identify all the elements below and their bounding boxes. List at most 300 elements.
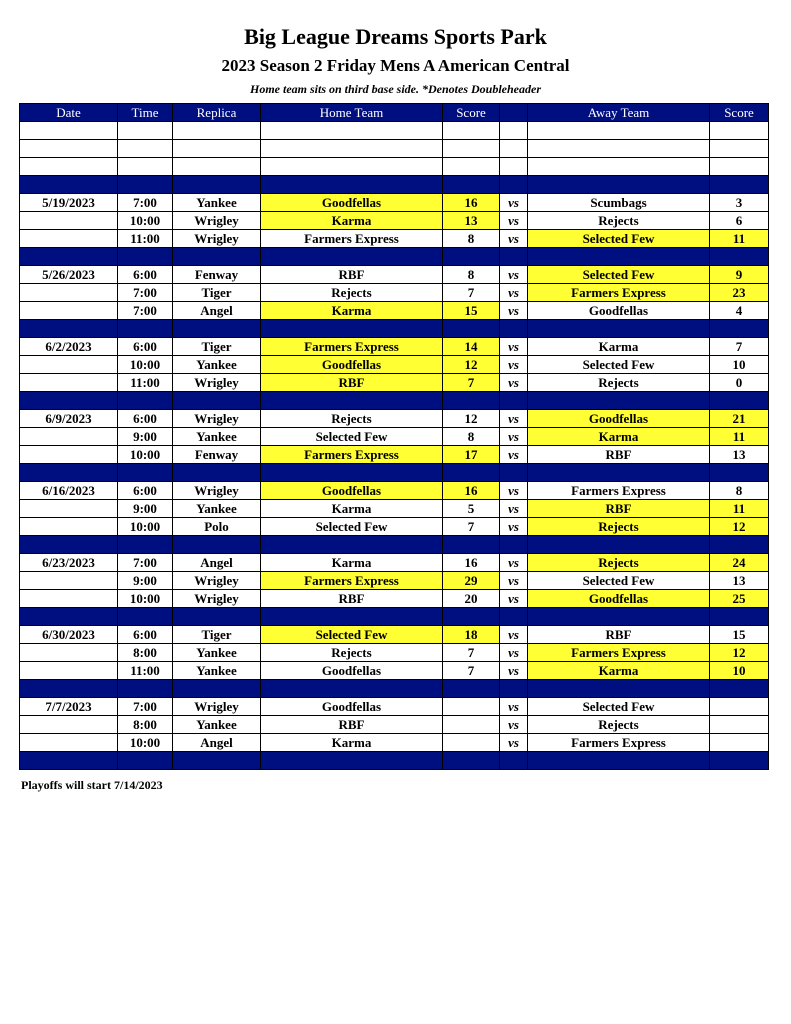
separator-cell bbox=[500, 752, 528, 770]
away-team: Farmers Express bbox=[528, 284, 710, 302]
game-row bbox=[20, 572, 769, 590]
vs-label: vs bbox=[500, 302, 528, 320]
away-team: Selected Few bbox=[528, 356, 710, 374]
game-row bbox=[20, 356, 769, 374]
game-time: 6:00 bbox=[118, 338, 173, 356]
game-date bbox=[20, 374, 118, 392]
away-score: 24 bbox=[710, 554, 769, 572]
home-score bbox=[443, 698, 500, 716]
home-score: 7 bbox=[443, 284, 500, 302]
away-score: 10 bbox=[710, 662, 769, 680]
game-replica-field: Wrigley bbox=[173, 698, 261, 716]
vs-label: vs bbox=[500, 644, 528, 662]
separator-cell bbox=[710, 464, 769, 482]
away-score: 0 bbox=[710, 374, 769, 392]
game-date bbox=[20, 140, 118, 158]
home-team: Karma bbox=[261, 212, 443, 230]
away-score: 23 bbox=[710, 284, 769, 302]
separator-cell bbox=[528, 392, 710, 410]
column-header-vs bbox=[500, 104, 528, 122]
game-time bbox=[118, 158, 173, 176]
vs-label: vs bbox=[500, 356, 528, 374]
separator-cell bbox=[173, 320, 261, 338]
game-time: 7:00 bbox=[118, 698, 173, 716]
separator-cell bbox=[528, 752, 710, 770]
separator-cell bbox=[261, 752, 443, 770]
home-score: 8 bbox=[443, 428, 500, 446]
away-score: 15 bbox=[710, 626, 769, 644]
separator-cell bbox=[443, 752, 500, 770]
game-replica-field: Yankee bbox=[173, 644, 261, 662]
separator-cell bbox=[528, 536, 710, 554]
game-date bbox=[20, 446, 118, 464]
game-date: 6/9/2023 bbox=[20, 410, 118, 428]
separator-cell bbox=[528, 608, 710, 626]
game-row bbox=[20, 302, 769, 320]
separator-cell bbox=[443, 608, 500, 626]
home-team: Karma bbox=[261, 500, 443, 518]
home-score: 20 bbox=[443, 590, 500, 608]
vs-label: vs bbox=[500, 338, 528, 356]
game-time bbox=[118, 122, 173, 140]
separator-cell bbox=[261, 536, 443, 554]
week-separator-row bbox=[20, 392, 769, 410]
home-score: 13 bbox=[443, 212, 500, 230]
separator-cell bbox=[710, 248, 769, 266]
away-score: 11 bbox=[710, 230, 769, 248]
game-replica-field: Wrigley bbox=[173, 482, 261, 500]
away-score bbox=[710, 122, 769, 140]
separator-cell bbox=[528, 464, 710, 482]
home-score: 7 bbox=[443, 644, 500, 662]
away-score: 4 bbox=[710, 302, 769, 320]
game-time: 10:00 bbox=[118, 518, 173, 536]
game-date bbox=[20, 716, 118, 734]
away-score: 12 bbox=[710, 644, 769, 662]
away-team: Goodfellas bbox=[528, 302, 710, 320]
home-score: 14 bbox=[443, 338, 500, 356]
separator-cell bbox=[710, 176, 769, 194]
game-replica-field: Tiger bbox=[173, 626, 261, 644]
game-row bbox=[20, 122, 769, 140]
away-team: Karma bbox=[528, 338, 710, 356]
separator-cell bbox=[118, 608, 173, 626]
vs-label bbox=[500, 158, 528, 176]
away-score: 6 bbox=[710, 212, 769, 230]
home-team bbox=[261, 158, 443, 176]
game-date bbox=[20, 662, 118, 680]
separator-cell bbox=[443, 392, 500, 410]
vs-label bbox=[500, 140, 528, 158]
home-score bbox=[443, 734, 500, 752]
separator-cell bbox=[500, 680, 528, 698]
game-replica-field: Wrigley bbox=[173, 410, 261, 428]
game-date bbox=[20, 518, 118, 536]
game-time: 7:00 bbox=[118, 302, 173, 320]
separator-cell bbox=[118, 536, 173, 554]
home-team: Goodfellas bbox=[261, 482, 443, 500]
game-row bbox=[20, 518, 769, 536]
away-score: 8 bbox=[710, 482, 769, 500]
game-date bbox=[20, 428, 118, 446]
separator-cell bbox=[20, 752, 118, 770]
game-replica-field: Wrigley bbox=[173, 572, 261, 590]
game-date bbox=[20, 734, 118, 752]
home-score bbox=[443, 140, 500, 158]
vs-label: vs bbox=[500, 626, 528, 644]
separator-cell bbox=[173, 464, 261, 482]
game-time: 10:00 bbox=[118, 446, 173, 464]
game-row bbox=[20, 662, 769, 680]
home-score: 15 bbox=[443, 302, 500, 320]
away-team: Selected Few bbox=[528, 230, 710, 248]
home-score: 16 bbox=[443, 482, 500, 500]
home-score: 7 bbox=[443, 374, 500, 392]
away-team: Goodfellas bbox=[528, 590, 710, 608]
week-separator-row bbox=[20, 176, 769, 194]
away-team: Karma bbox=[528, 428, 710, 446]
game-date bbox=[20, 590, 118, 608]
week-separator-row bbox=[20, 752, 769, 770]
game-time: 7:00 bbox=[118, 194, 173, 212]
game-row bbox=[20, 554, 769, 572]
week-separator-row bbox=[20, 608, 769, 626]
game-row bbox=[20, 590, 769, 608]
vs-label: vs bbox=[500, 428, 528, 446]
game-replica-field: Tiger bbox=[173, 338, 261, 356]
home-team: Rejects bbox=[261, 644, 443, 662]
home-team: Farmers Express bbox=[261, 230, 443, 248]
game-row bbox=[20, 482, 769, 500]
game-replica-field: Tiger bbox=[173, 284, 261, 302]
game-row bbox=[20, 284, 769, 302]
vs-label: vs bbox=[500, 734, 528, 752]
separator-cell bbox=[500, 464, 528, 482]
separator-cell bbox=[500, 392, 528, 410]
game-replica-field: Wrigley bbox=[173, 230, 261, 248]
home-score bbox=[443, 716, 500, 734]
game-row bbox=[20, 374, 769, 392]
vs-label: vs bbox=[500, 230, 528, 248]
away-team bbox=[528, 122, 710, 140]
vs-label: vs bbox=[500, 698, 528, 716]
game-row bbox=[20, 626, 769, 644]
away-team: Scumbags bbox=[528, 194, 710, 212]
game-date: 5/26/2023 bbox=[20, 266, 118, 284]
game-time: 6:00 bbox=[118, 626, 173, 644]
vs-label: vs bbox=[500, 572, 528, 590]
game-date bbox=[20, 302, 118, 320]
home-score: 16 bbox=[443, 194, 500, 212]
game-row bbox=[20, 338, 769, 356]
separator-cell bbox=[173, 536, 261, 554]
vs-label: vs bbox=[500, 284, 528, 302]
game-time: 10:00 bbox=[118, 356, 173, 374]
column-header-replica: Replica bbox=[173, 104, 261, 122]
game-time: 10:00 bbox=[118, 212, 173, 230]
separator-cell bbox=[20, 392, 118, 410]
separator-cell bbox=[118, 176, 173, 194]
away-score bbox=[710, 158, 769, 176]
separator-cell bbox=[20, 248, 118, 266]
game-time: 11:00 bbox=[118, 230, 173, 248]
vs-label: vs bbox=[500, 482, 528, 500]
separator-cell bbox=[118, 680, 173, 698]
home-score: 29 bbox=[443, 572, 500, 590]
separator-cell bbox=[261, 248, 443, 266]
separator-cell bbox=[118, 464, 173, 482]
home-team: Selected Few bbox=[261, 428, 443, 446]
game-replica-field: Polo bbox=[173, 518, 261, 536]
separator-cell bbox=[710, 680, 769, 698]
separator-cell bbox=[20, 176, 118, 194]
separator-cell bbox=[20, 320, 118, 338]
home-score: 12 bbox=[443, 410, 500, 428]
separator-cell bbox=[443, 248, 500, 266]
separator-cell bbox=[500, 176, 528, 194]
away-score: 25 bbox=[710, 590, 769, 608]
home-score: 8 bbox=[443, 266, 500, 284]
playoffs-note: Playoffs will start 7/14/2023 bbox=[21, 778, 163, 792]
home-score bbox=[443, 158, 500, 176]
table-header-row bbox=[20, 104, 769, 122]
separator-cell bbox=[710, 752, 769, 770]
separator-cell bbox=[710, 320, 769, 338]
separator-cell bbox=[261, 680, 443, 698]
away-team: Farmers Express bbox=[528, 644, 710, 662]
vs-label: vs bbox=[500, 716, 528, 734]
game-date bbox=[20, 158, 118, 176]
game-row bbox=[20, 230, 769, 248]
game-row bbox=[20, 140, 769, 158]
game-row bbox=[20, 698, 769, 716]
home-team: Karma bbox=[261, 554, 443, 572]
separator-cell bbox=[710, 392, 769, 410]
home-score: 12 bbox=[443, 356, 500, 374]
game-row bbox=[20, 716, 769, 734]
separator-cell bbox=[443, 320, 500, 338]
game-time: 6:00 bbox=[118, 266, 173, 284]
separator-cell bbox=[261, 176, 443, 194]
game-time: 11:00 bbox=[118, 374, 173, 392]
vs-label: vs bbox=[500, 374, 528, 392]
home-team: Goodfellas bbox=[261, 194, 443, 212]
away-team: Rejects bbox=[528, 716, 710, 734]
game-replica-field: Yankee bbox=[173, 662, 261, 680]
away-team: Selected Few bbox=[528, 266, 710, 284]
home-score: 7 bbox=[443, 662, 500, 680]
home-team: Karma bbox=[261, 734, 443, 752]
week-separator-row bbox=[20, 248, 769, 266]
away-team: Rejects bbox=[528, 374, 710, 392]
game-date bbox=[20, 230, 118, 248]
page-title: Big League Dreams Sports Park bbox=[244, 24, 547, 49]
game-time: 10:00 bbox=[118, 590, 173, 608]
home-team: Farmers Express bbox=[261, 338, 443, 356]
away-score: 13 bbox=[710, 572, 769, 590]
schedule-table bbox=[19, 103, 769, 770]
game-row bbox=[20, 734, 769, 752]
game-row bbox=[20, 410, 769, 428]
vs-label: vs bbox=[500, 446, 528, 464]
game-replica-field: Angel bbox=[173, 302, 261, 320]
game-replica-field: Yankee bbox=[173, 500, 261, 518]
separator-cell bbox=[118, 392, 173, 410]
game-date: 6/16/2023 bbox=[20, 482, 118, 500]
game-date bbox=[20, 644, 118, 662]
game-row bbox=[20, 446, 769, 464]
away-team: Farmers Express bbox=[528, 482, 710, 500]
separator-cell bbox=[528, 680, 710, 698]
away-team: RBF bbox=[528, 626, 710, 644]
game-time: 7:00 bbox=[118, 554, 173, 572]
vs-label: vs bbox=[500, 518, 528, 536]
game-row bbox=[20, 158, 769, 176]
away-team bbox=[528, 158, 710, 176]
separator-cell bbox=[261, 392, 443, 410]
separator-cell bbox=[20, 464, 118, 482]
game-row bbox=[20, 194, 769, 212]
away-team: Selected Few bbox=[528, 698, 710, 716]
away-team: RBF bbox=[528, 446, 710, 464]
separator-cell bbox=[710, 608, 769, 626]
separator-cell bbox=[261, 464, 443, 482]
separator-cell bbox=[500, 248, 528, 266]
game-date: 7/7/2023 bbox=[20, 698, 118, 716]
away-score: 11 bbox=[710, 500, 769, 518]
game-row bbox=[20, 644, 769, 662]
column-header-away-score: Score bbox=[710, 104, 769, 122]
game-replica-field bbox=[173, 122, 261, 140]
away-score bbox=[710, 734, 769, 752]
away-score: 7 bbox=[710, 338, 769, 356]
away-team bbox=[528, 140, 710, 158]
away-score bbox=[710, 698, 769, 716]
game-date bbox=[20, 284, 118, 302]
home-team: Goodfellas bbox=[261, 356, 443, 374]
away-score: 10 bbox=[710, 356, 769, 374]
week-separator-row bbox=[20, 464, 769, 482]
separator-cell bbox=[500, 536, 528, 554]
home-team bbox=[261, 140, 443, 158]
game-replica-field: Angel bbox=[173, 554, 261, 572]
game-replica-field: Fenway bbox=[173, 446, 261, 464]
game-replica-field: Wrigley bbox=[173, 374, 261, 392]
game-replica-field: Angel bbox=[173, 734, 261, 752]
game-time bbox=[118, 140, 173, 158]
game-time: 9:00 bbox=[118, 428, 173, 446]
game-replica-field bbox=[173, 140, 261, 158]
game-date bbox=[20, 122, 118, 140]
away-score bbox=[710, 716, 769, 734]
game-replica-field bbox=[173, 158, 261, 176]
game-replica-field: Yankee bbox=[173, 356, 261, 374]
game-date: 5/19/2023 bbox=[20, 194, 118, 212]
separator-cell bbox=[710, 536, 769, 554]
home-score: 8 bbox=[443, 230, 500, 248]
away-team: Rejects bbox=[528, 518, 710, 536]
separator-cell bbox=[20, 536, 118, 554]
home-score: 7 bbox=[443, 518, 500, 536]
away-team: Rejects bbox=[528, 554, 710, 572]
game-date: 6/23/2023 bbox=[20, 554, 118, 572]
separator-cell bbox=[173, 248, 261, 266]
away-score: 9 bbox=[710, 266, 769, 284]
separator-cell bbox=[173, 752, 261, 770]
vs-label: vs bbox=[500, 194, 528, 212]
separator-cell bbox=[443, 464, 500, 482]
vs-label: vs bbox=[500, 500, 528, 518]
home-team: RBF bbox=[261, 374, 443, 392]
vs-label: vs bbox=[500, 590, 528, 608]
game-time: 6:00 bbox=[118, 410, 173, 428]
game-time: 6:00 bbox=[118, 482, 173, 500]
separator-cell bbox=[261, 320, 443, 338]
separator-cell bbox=[173, 680, 261, 698]
game-time: 8:00 bbox=[118, 644, 173, 662]
separator-cell bbox=[528, 176, 710, 194]
vs-label: vs bbox=[500, 212, 528, 230]
separator-cell bbox=[173, 392, 261, 410]
game-date bbox=[20, 572, 118, 590]
separator-cell bbox=[20, 608, 118, 626]
game-time: 7:00 bbox=[118, 284, 173, 302]
column-header-home-team: Home Team bbox=[261, 104, 443, 122]
home-score: 16 bbox=[443, 554, 500, 572]
home-team: RBF bbox=[261, 266, 443, 284]
home-team: Farmers Express bbox=[261, 572, 443, 590]
game-row bbox=[20, 500, 769, 518]
away-team: Selected Few bbox=[528, 572, 710, 590]
game-replica-field: Wrigley bbox=[173, 212, 261, 230]
separator-cell bbox=[20, 680, 118, 698]
home-score: 5 bbox=[443, 500, 500, 518]
home-team: RBF bbox=[261, 716, 443, 734]
game-date bbox=[20, 356, 118, 374]
vs-label: vs bbox=[500, 554, 528, 572]
game-replica-field: Wrigley bbox=[173, 590, 261, 608]
game-date bbox=[20, 500, 118, 518]
game-time: 10:00 bbox=[118, 734, 173, 752]
game-row bbox=[20, 212, 769, 230]
separator-cell bbox=[443, 176, 500, 194]
away-score: 3 bbox=[710, 194, 769, 212]
column-header-date: Date bbox=[20, 104, 118, 122]
week-separator-row bbox=[20, 680, 769, 698]
game-replica-field: Fenway bbox=[173, 266, 261, 284]
game-time: 9:00 bbox=[118, 572, 173, 590]
schedule-note: Home team sits on third base side. *Denotes Doubleheader bbox=[250, 82, 541, 96]
home-team: Karma bbox=[261, 302, 443, 320]
home-team: Selected Few bbox=[261, 518, 443, 536]
game-date bbox=[20, 212, 118, 230]
home-team: Goodfellas bbox=[261, 662, 443, 680]
away-team: RBF bbox=[528, 500, 710, 518]
home-team bbox=[261, 122, 443, 140]
separator-cell bbox=[173, 176, 261, 194]
home-score bbox=[443, 122, 500, 140]
away-score: 13 bbox=[710, 446, 769, 464]
column-header-home-score: Score bbox=[443, 104, 500, 122]
separator-cell bbox=[261, 608, 443, 626]
week-separator-row bbox=[20, 320, 769, 338]
game-row bbox=[20, 266, 769, 284]
page-subtitle: 2023 Season 2 Friday Mens A American Central bbox=[221, 56, 570, 75]
vs-label: vs bbox=[500, 410, 528, 428]
week-separator-row bbox=[20, 536, 769, 554]
home-team: Rejects bbox=[261, 284, 443, 302]
game-time: 9:00 bbox=[118, 500, 173, 518]
